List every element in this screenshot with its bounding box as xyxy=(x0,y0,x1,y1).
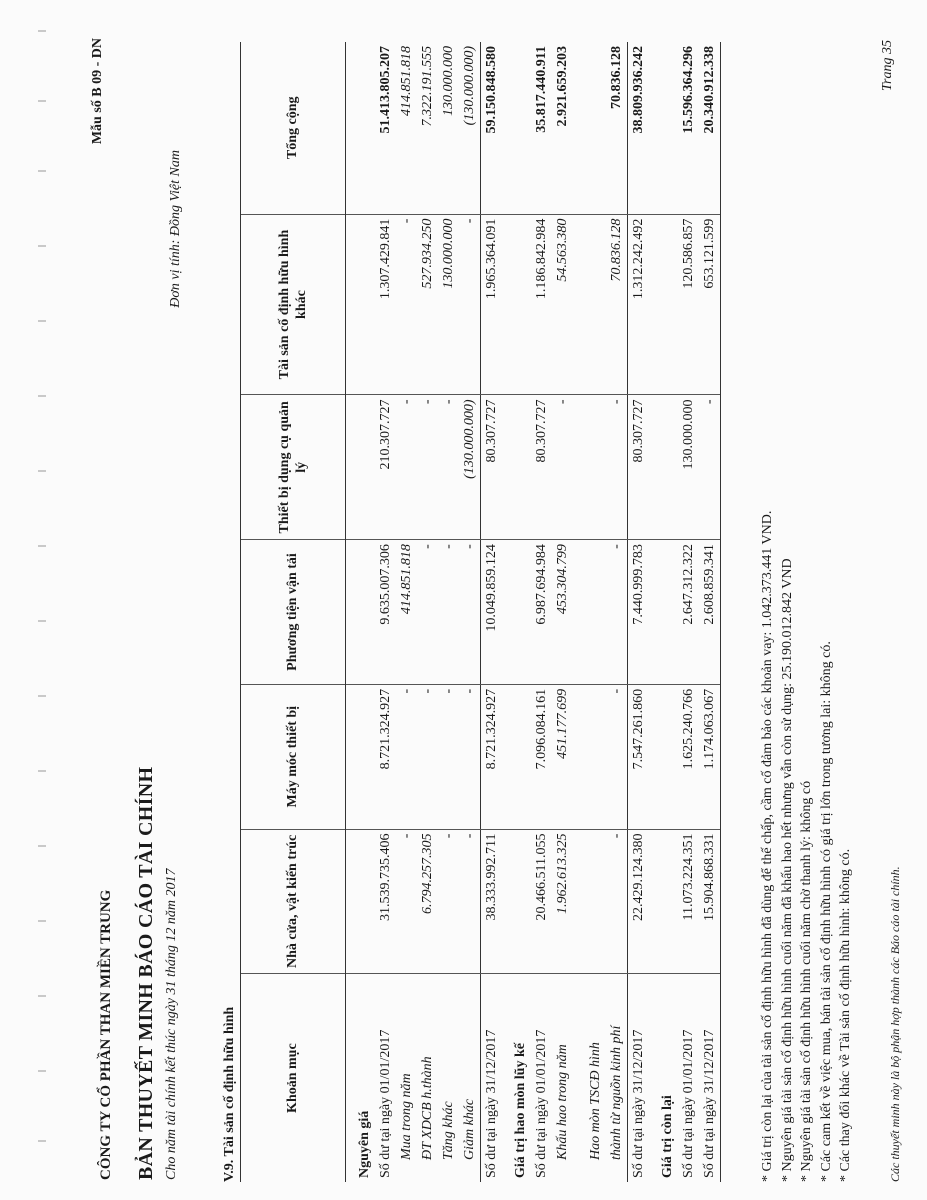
cell-value: 2.921.659.203 xyxy=(552,42,573,214)
cell-value: - xyxy=(417,540,438,685)
cell-value: - xyxy=(699,395,721,540)
cell-value: (130.000.000) xyxy=(459,395,481,540)
cell-value: 51.413.805.207 xyxy=(375,42,396,214)
notes-list xyxy=(758,511,856,1182)
table-row xyxy=(552,42,573,1182)
table-row xyxy=(396,42,417,1182)
form-code: Mẫu số B 09 - DN xyxy=(90,38,105,145)
note-item: * Nguyên giá tài sản cố định hữu hình cuối năm chờ thanh lý: không có xyxy=(799,780,814,1182)
group-label: Nguyên giá xyxy=(356,1110,372,1178)
cell-value: - xyxy=(396,684,417,829)
group-row xyxy=(649,42,678,1182)
cell-value: - xyxy=(438,684,459,829)
cell-value: 130.000.000 xyxy=(678,395,699,540)
row-label: Giảm khác xyxy=(461,1098,477,1160)
cell-value: 2.608.859.341 xyxy=(699,540,721,685)
cell-value: 9.635.007.306 xyxy=(375,540,396,685)
note-item: * Các cam kết về việc mua, bán tài sản cố định hữu hình có giá trị lớn trong tương lai: không có. xyxy=(818,641,834,1182)
group-row xyxy=(346,42,376,1182)
table-row-total xyxy=(628,42,650,1182)
row-label: Số dư tại ngày 01/01/2017 xyxy=(377,1029,393,1178)
currency-unit: Đơn vị tính: Đồng Việt Nam xyxy=(168,150,183,308)
cell-value: 15.904.868.331 xyxy=(699,829,721,974)
cell-value: 10.049.859.124 xyxy=(481,540,503,685)
cell-value: - xyxy=(459,214,481,395)
row-label: Tăng khác xyxy=(440,1101,456,1160)
cell-value: 70.836.128 xyxy=(606,214,628,395)
cell-value: 653.121.599 xyxy=(699,214,721,395)
fixed-assets-table xyxy=(240,42,721,1182)
cell-value: 120.586.857 xyxy=(678,214,699,395)
cell-value: 80.307.727 xyxy=(531,395,552,540)
row-label: thành từ nguồn kinh phí xyxy=(608,1025,624,1160)
cell-value: 70.836.128 xyxy=(606,42,628,214)
cell-value: 451.177.699 xyxy=(552,684,573,829)
cell-value: 31.539.735.406 xyxy=(375,829,396,974)
column-header: Tổng cộng xyxy=(241,42,346,214)
cell-value: 1.174.063.067 xyxy=(699,684,721,829)
cell-value: 414.851.818 xyxy=(396,42,417,214)
cell-value: 1.965.364.091 xyxy=(481,214,503,395)
cell-value: 527.934.250 xyxy=(417,214,438,395)
row-label: Số dư tại ngày 31/12/2017 xyxy=(628,974,650,1182)
row-label: Số dư tại ngày 01/01/2017 xyxy=(533,1029,549,1178)
cell-value: 20.340.912.338 xyxy=(699,42,721,214)
cell-value: (130.000.000) xyxy=(459,42,481,214)
cell-value: 1.312.242.492 xyxy=(628,214,650,395)
column-header: Khoản mục xyxy=(241,974,346,1182)
cell-value: 22.429.124.380 xyxy=(628,829,650,974)
cell-value: 6.987.694.984 xyxy=(531,540,552,685)
cell-value: 2.647.312.322 xyxy=(678,540,699,685)
cell-value: 414.851.818 xyxy=(396,540,417,685)
table-row xyxy=(699,42,721,1182)
cell-value: - xyxy=(438,395,459,540)
cell-value: 1.186.842.984 xyxy=(531,214,552,395)
cell-value: 7.322.191.555 xyxy=(417,42,438,214)
cell-value: - xyxy=(396,214,417,395)
table-row xyxy=(606,42,628,1182)
footer-note: Các thuyết minh này là bộ phận hợp thành các Báo cáo tài chính. xyxy=(888,866,902,1182)
cell-value: - xyxy=(606,540,628,685)
table-header-row xyxy=(241,42,346,1182)
cell-value: 80.307.727 xyxy=(481,395,503,540)
cell-value: 210.307.727 xyxy=(375,395,396,540)
section-title: V.9. Tài sản cố định hữu hình xyxy=(222,1006,237,1182)
cell-value: - xyxy=(606,829,628,974)
table-row xyxy=(531,42,552,1182)
table-row xyxy=(678,42,699,1182)
row-label: Hao mòn TSCĐ hình xyxy=(587,1042,603,1160)
cell-value: - xyxy=(438,540,459,685)
cell-value: 7.547.261.860 xyxy=(628,684,650,829)
cell-value: - xyxy=(417,684,438,829)
cell-value: 7.096.084.161 xyxy=(531,684,552,829)
cell-value: 1.625.240.766 xyxy=(678,684,699,829)
cell-value: 6.794.257.305 xyxy=(417,829,438,974)
row-label: Số dư tại ngày 31/12/2017 xyxy=(699,974,721,1182)
cell-value: - xyxy=(438,829,459,974)
cell-value: 130.000.000 xyxy=(438,214,459,395)
cell-value: - xyxy=(459,684,481,829)
note-item: * Nguyên giá tài sản cố định hữu hình cuối năm đã khấu hao hết nhưng vẫn còn sử dụng: 25.190.012.842 VND xyxy=(779,558,795,1182)
column-header: Thiết bị dụng cụ quản lý xyxy=(241,395,346,540)
page-title: BẢN THUYẾT MINH BÁO CÁO TÀI CHÍNH xyxy=(135,766,157,1180)
cell-value: - xyxy=(417,395,438,540)
cell-value: - xyxy=(459,829,481,974)
row-label: Khấu hao trong năm xyxy=(554,1044,570,1160)
group-label: Giá trị hao mòn lũy kế xyxy=(512,1043,528,1178)
cell-value: - xyxy=(552,395,573,540)
column-header: Phương tiện vận tải xyxy=(241,540,346,685)
row-label: Mua trong năm xyxy=(398,1073,414,1160)
cell-value: 130.000.000 xyxy=(438,42,459,214)
cell-value: 80.307.727 xyxy=(628,395,650,540)
table-row xyxy=(438,42,459,1182)
company-name: CÔNG TY CỔ PHẦN THAN MIỀN TRUNG xyxy=(98,889,114,1180)
group-label: Giá trị còn lại xyxy=(659,1095,675,1178)
note-item: * Giá trị còn lại của tài sản cố định hữu hình đã dùng để thế chấp, cầm cố đảm bảo các khoản vay: 1.042.373.441 VND. xyxy=(760,510,775,1182)
table-row xyxy=(375,42,396,1182)
column-header: Nhà cửa, vật kiến trúc xyxy=(241,829,346,974)
table-row-total xyxy=(481,42,503,1182)
row-label: Số dư tại ngày 01/01/2017 xyxy=(680,1029,696,1178)
table-row xyxy=(417,42,438,1182)
cell-value: 7.440.999.783 xyxy=(628,540,650,685)
group-row xyxy=(502,42,531,1182)
table-row xyxy=(585,42,606,1182)
cell-value: 453.304.799 xyxy=(552,540,573,685)
table-row xyxy=(459,42,481,1182)
cell-value: - xyxy=(606,684,628,829)
cell-value: 35.817.440.911 xyxy=(531,42,552,214)
cell-value: 15.596.364.296 xyxy=(678,42,699,214)
cell-value: 38.333.992.711 xyxy=(481,829,503,974)
cell-value: - xyxy=(396,829,417,974)
cell-value: 54.563.380 xyxy=(552,214,573,395)
page-subtitle: Cho năm tài chính kết thúc ngày 31 tháng 12 năm 2017 xyxy=(164,868,179,1180)
cell-value: 8.721.324.927 xyxy=(375,684,396,829)
cell-value: 59.150.848.580 xyxy=(481,42,503,214)
cell-value: 1.962.613.325 xyxy=(552,829,573,974)
note-item: * Các thay đổi khác về Tài sản cố định hữu hình: không có. xyxy=(838,848,853,1182)
cell-value: 8.721.324.927 xyxy=(481,684,503,829)
cell-value: 1.307.429.841 xyxy=(375,214,396,395)
cell-value: - xyxy=(459,540,481,685)
row-label: ĐT XDCB h.thành xyxy=(419,1056,435,1160)
cell-value: 11.073.224.351 xyxy=(678,829,699,974)
cell-value: - xyxy=(396,395,417,540)
page-number: Trang 35 xyxy=(880,40,895,91)
cell-value: 20.466.511.055 xyxy=(531,829,552,974)
column-header: Máy móc thiết bị xyxy=(241,684,346,829)
column-header: Tài sản cố định hữu hình khác xyxy=(241,214,346,395)
cell-value: 38.809.936.242 xyxy=(628,42,650,214)
cell-value: - xyxy=(606,395,628,540)
row-label: Số dư tại ngày 31/12/2017 xyxy=(481,974,503,1182)
